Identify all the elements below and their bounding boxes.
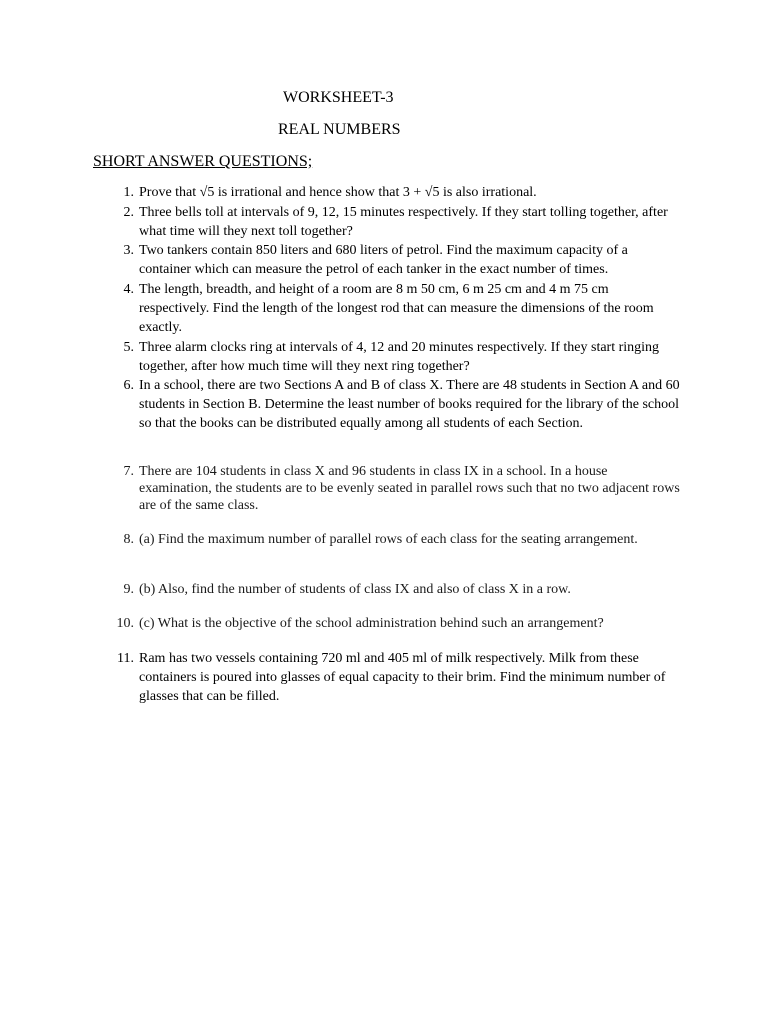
question-number: 3.	[123, 243, 134, 258]
question-number: 2.	[123, 205, 134, 220]
question-item	[110, 615, 680, 632]
question-number: 5.	[123, 340, 134, 355]
question-number: 11.	[117, 651, 134, 666]
worksheet-title: WORKSHEET-3	[283, 89, 394, 106]
question-text: Ram has two vessels containing 720 ml and 405 ml of milk respectively. Milk from these containers is poured into glasses of equal capacity to their brim. Find the minimum number of glasses that can be filled.	[139, 651, 666, 705]
question-text: The length, breadth, and height of a room are 8 m 50 cm, 6 m 25 cm and 4 m 75 cm respectively. Find the length of the longest rod that can measure the dimensions of the room exactly.	[139, 282, 654, 336]
question-text: (b) Also, find the number of students of class IX and also of class X in a row.	[139, 582, 571, 597]
question-text: (a) Find the maximum number of parallel rows of each class for the seating arrangement.	[139, 532, 638, 547]
section-heading: SHORT ANSWER QUESTIONS;	[93, 153, 313, 170]
question-item	[110, 581, 680, 598]
question-item	[110, 203, 680, 241]
question-item	[110, 338, 680, 376]
question-item	[110, 463, 680, 514]
question-text: In a school, there are two Sections A and B of class X. There are 48 students in Section A and 60 students in Section B. Determine the least number of books required for the library of the school so that the books can be distributed equally among all students of each Section.	[139, 378, 680, 432]
question-item	[110, 649, 680, 707]
worksheet-subtitle: REAL NUMBERS	[278, 121, 401, 138]
question-item	[110, 531, 680, 548]
question-number: 1.	[123, 185, 134, 200]
question-number: 7.	[123, 464, 134, 479]
question-number: 6.	[123, 378, 134, 393]
question-text: Three bells toll at intervals of 9, 12, 15 minutes respectively. If they start tolling together, after what time will they next toll together?	[139, 205, 668, 240]
question-text: There are 104 students in class X and 96 students in class IX in a school. In a house examination, the students are to be evenly seated in parallel rows such that no two adjacent rows are of the same class.	[139, 464, 680, 513]
question-number: 4.	[123, 282, 134, 297]
question-item	[110, 241, 680, 279]
question-item	[110, 376, 680, 434]
question-item	[110, 183, 680, 202]
question-text: (c) What is the objective of the school administration behind such an arrangement?	[139, 616, 604, 631]
question-text: Prove that √5 is irrational and hence show that 3 + √5 is also irrational.	[139, 185, 537, 200]
question-text: Three alarm clocks ring at intervals of 4, 12 and 20 minutes respectively. If they start ringing together, after how much time will they next ring together?	[139, 340, 660, 375]
question-number: 10.	[116, 616, 134, 631]
question-text: Two tankers contain 850 liters and 680 liters of petrol. Find the maximum capacity of a container which can measure the petrol of each tanker in the exact number of times.	[139, 243, 628, 278]
question-number: 8.	[123, 532, 134, 547]
question-number: 9.	[123, 582, 134, 597]
question-item	[110, 280, 680, 338]
